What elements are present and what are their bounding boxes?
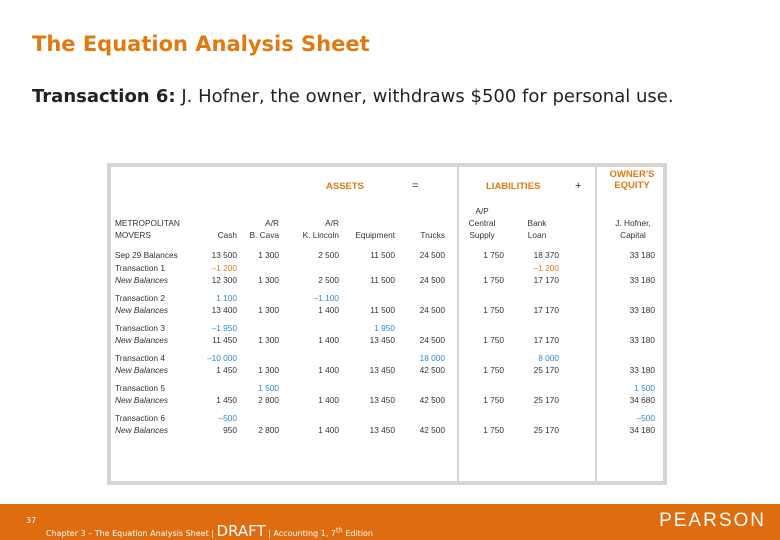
course-sup: th <box>335 526 343 535</box>
table-cell: 17 170 <box>533 305 559 315</box>
column-header-6-line2: Supply <box>469 230 495 240</box>
table-cell: 13 450 <box>369 395 395 405</box>
column-header-1-line2: Cash <box>217 230 237 240</box>
table-cell: 1 100 <box>216 292 237 303</box>
table-cell: 2 500 <box>318 250 339 260</box>
row-label: New Balances <box>115 305 169 315</box>
row-label: Transaction 4 <box>115 352 165 363</box>
table-cell: 1 400 <box>318 305 339 315</box>
column-header-5-line2: Trucks <box>420 230 445 240</box>
row-label: Transaction 1 <box>115 262 165 273</box>
table-cell: 17 170 <box>533 335 559 345</box>
row-label: Sep 29 Balances <box>115 250 178 260</box>
pearson-logo: PEARSON <box>659 510 766 531</box>
table-cell: 34 680 <box>629 395 655 405</box>
equals-sign: = <box>412 180 419 192</box>
table-cell: 13 500 <box>211 250 237 260</box>
table-cell: 1 300 <box>258 250 279 260</box>
table-cell: 1 400 <box>318 335 339 345</box>
table-cell: 17 170 <box>533 275 559 285</box>
row-label: Transaction 5 <box>115 382 165 393</box>
table-cell: –500 <box>218 412 237 423</box>
draft-mark: DRAFT <box>216 522 266 540</box>
table-cell: 2 800 <box>258 425 279 435</box>
table-cell: 33 180 <box>629 275 655 285</box>
table-cell: 24 500 <box>419 275 445 285</box>
table-cell: 1 300 <box>258 305 279 315</box>
assets-header: ASSETS <box>326 181 365 192</box>
table-cell: 18 000 <box>419 352 445 363</box>
table-cell: 1 450 <box>216 365 237 375</box>
column-header-7-line2: Loan <box>527 230 547 240</box>
table-cell: –10 000 <box>207 352 237 363</box>
liabilities-header: LIABILITIES <box>486 181 541 192</box>
company-name-line1: METROPOLITAN <box>115 218 180 228</box>
column-header-4-line2: Equipment <box>355 230 395 240</box>
table-cell: 1 750 <box>483 305 504 315</box>
table-cell: 1 300 <box>258 365 279 375</box>
row-label: Transaction 3 <box>115 322 165 333</box>
row-label: New Balances <box>115 395 169 405</box>
table-cell: 1 300 <box>258 275 279 285</box>
table-cell: 2 500 <box>318 275 339 285</box>
table-cell: 1 750 <box>483 275 504 285</box>
table-cell: 42 500 <box>419 425 445 435</box>
table-cell: 42 500 <box>419 395 445 405</box>
table-cell: 25 170 <box>533 425 559 435</box>
course-suffix: Edition <box>342 529 374 538</box>
table-cell: 13 400 <box>211 305 237 315</box>
row-label: New Balances <box>115 275 169 285</box>
table-cell: 33 180 <box>629 365 655 375</box>
table-cell: 11 500 <box>370 305 395 315</box>
equity-divider <box>595 167 597 481</box>
column-header-2-line2: B. Cava <box>249 230 279 240</box>
table-cell: 8 000 <box>538 352 559 363</box>
table-cell: 25 170 <box>533 365 559 375</box>
table-cell: 1 750 <box>483 365 504 375</box>
row-label: New Balances <box>115 365 169 375</box>
table-cell: 1 450 <box>216 395 237 405</box>
table-cell: 1 500 <box>634 382 655 393</box>
table-cell: 24 500 <box>419 335 445 345</box>
table-cell: 24 500 <box>419 250 445 260</box>
column-header-8-line2: Capital <box>620 230 646 240</box>
column-header-8-line1: J. Hofner, <box>615 218 651 228</box>
table-cell: 33 180 <box>629 335 655 345</box>
footer-bar <box>0 504 780 540</box>
table-cell: 25 170 <box>533 395 559 405</box>
equity-header-line2: EQUITY <box>614 180 650 191</box>
row-label: New Balances <box>115 335 169 345</box>
equation-analysis-sheet <box>107 163 667 485</box>
slide-title: The Equation Analysis Sheet <box>32 32 370 56</box>
table-cell: 1 400 <box>318 395 339 405</box>
table-cell: 13 450 <box>369 365 395 375</box>
table-cell: 11 500 <box>370 275 395 285</box>
table-cell: 34 180 <box>629 425 655 435</box>
column-header-2-line1: A/R <box>265 218 279 228</box>
column-header-7-line1: Bank <box>527 218 547 228</box>
transaction-text: J. Hofner, the owner, withdraws $500 for personal use. <box>175 86 674 107</box>
table-cell: 1 750 <box>483 250 504 260</box>
table-cell: 18 370 <box>533 250 559 260</box>
table-cell: 33 180 <box>629 305 655 315</box>
table-cell: –1 100 <box>313 292 339 303</box>
table-cell: 1 750 <box>483 425 504 435</box>
table-cell: 1 750 <box>483 395 504 405</box>
table-cell: 1 400 <box>318 425 339 435</box>
course-text: | Accounting 1, 7 <box>265 529 336 538</box>
row-label: Transaction 6 <box>115 412 165 423</box>
transaction-description <box>32 86 674 107</box>
page-number: 37 <box>26 516 37 525</box>
table-cell: 1 300 <box>258 335 279 345</box>
table-cell: –1 200 <box>533 262 559 273</box>
table-cell: 1 750 <box>483 335 504 345</box>
column-header-6-line1: Central <box>468 218 496 228</box>
table-cell: 11 500 <box>370 250 395 260</box>
table-cell: 13 450 <box>369 425 395 435</box>
table-cell: 12 300 <box>211 275 237 285</box>
company-name-line2: MOVERS <box>115 230 151 240</box>
column-header-6-line0: A/P <box>475 206 489 216</box>
table-cell: 1 500 <box>258 382 279 393</box>
row-label: New Balances <box>115 425 169 435</box>
footer-caption <box>46 522 373 540</box>
column-header-3-line1: A/R <box>325 218 339 228</box>
table-cell: 1 400 <box>318 365 339 375</box>
table-cell: –1 200 <box>211 262 237 273</box>
table-cell: 1 950 <box>374 322 395 333</box>
table-cell: 950 <box>223 425 237 435</box>
table-cell: 42 500 <box>419 365 445 375</box>
transaction-label: Transaction 6: <box>32 86 176 107</box>
plus-sign: + <box>575 180 582 192</box>
table-cell: 2 800 <box>258 395 279 405</box>
equity-header-line1: OWNER'S <box>609 169 655 180</box>
table-cell: –500 <box>636 412 655 423</box>
row-label: Transaction 2 <box>115 292 165 303</box>
table-cell: 13 450 <box>369 335 395 345</box>
table-cell: –1 950 <box>211 322 237 333</box>
column-header-3-line2: K. Lincoln <box>302 230 339 240</box>
table-cell: 11 450 <box>212 335 237 345</box>
table-cell: 24 500 <box>419 305 445 315</box>
chapter-text: Chapter 3 – The Equation Analysis Sheet | <box>46 529 217 538</box>
table-cell: 33 180 <box>629 250 655 260</box>
